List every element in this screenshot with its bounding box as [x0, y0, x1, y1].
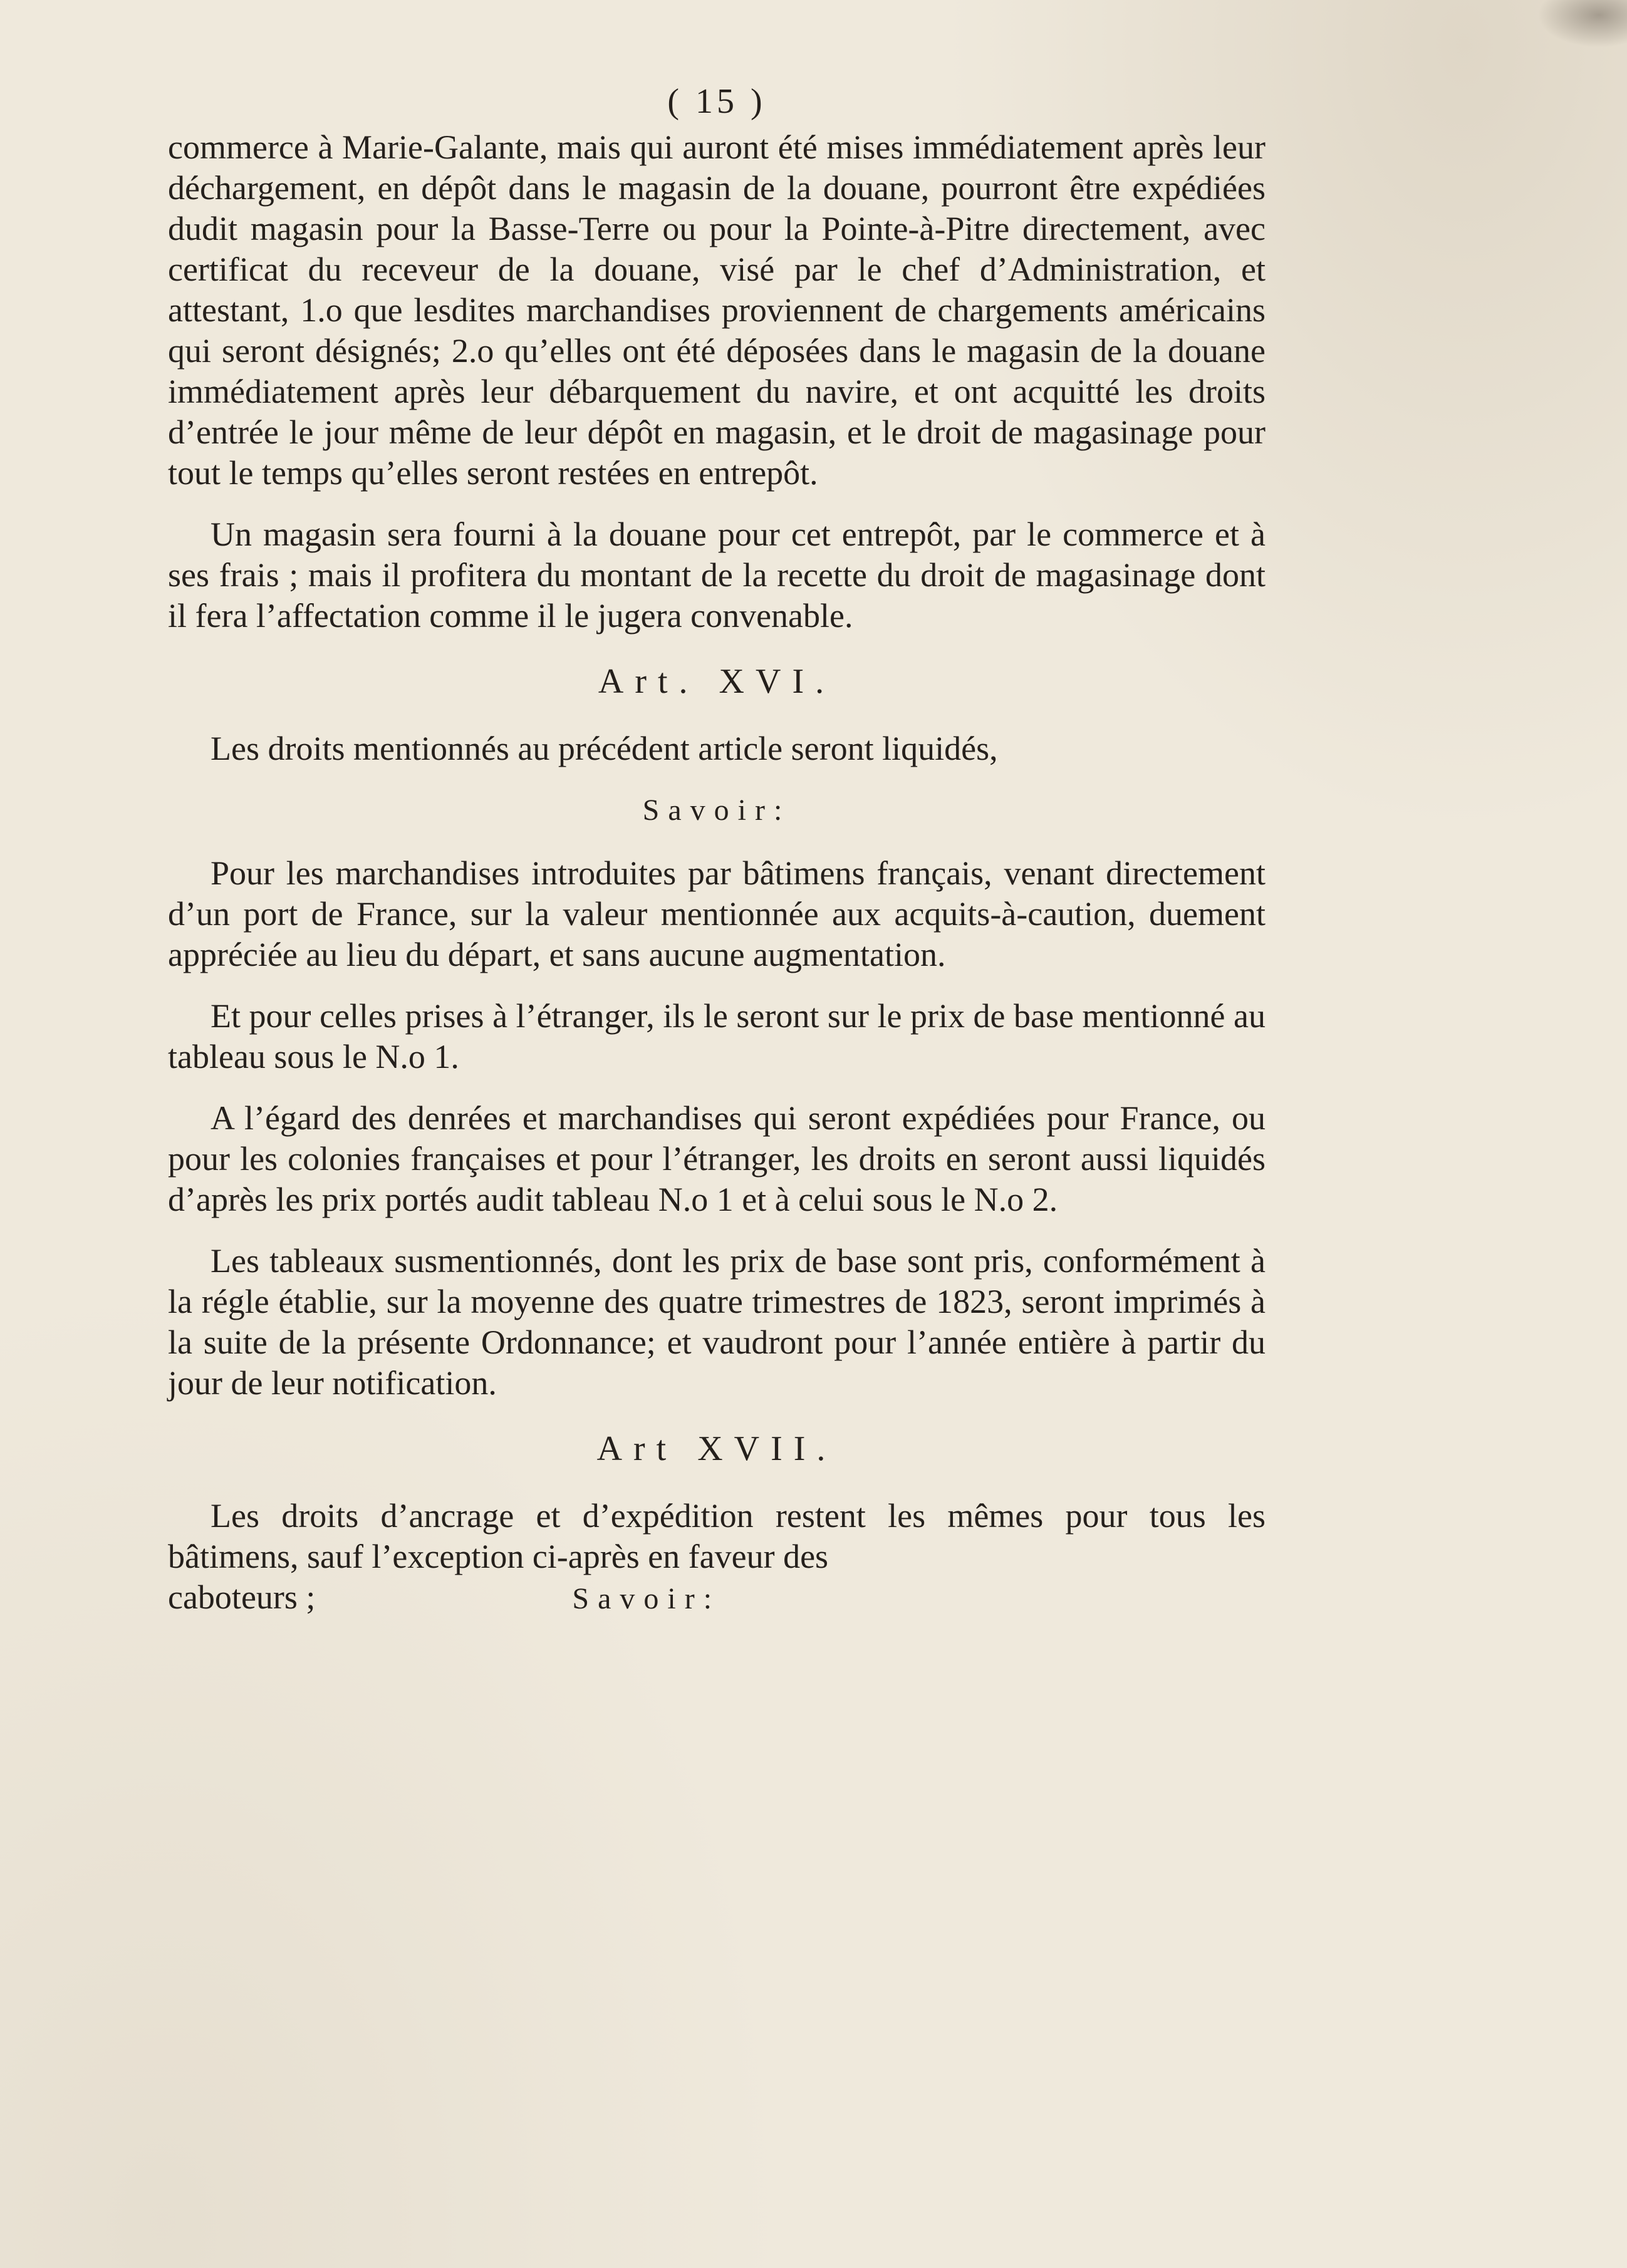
paragraph-continuation: commerce à Marie-Galante, mais qui auront été mises immédiatement après leur déchargement, en dépôt dans le magasin de la douane, pourront être expédiées dudit magasin pour la Basse-Terre ou pour la Pointe-à-Pitre directement, avec certificat du receveur de la douane, visé par le chef d’Administration, et attestant, 1.o que lesdites marchandises proviennent de chargements américains qui seront désignés; 2.o qu’elles ont été déposées dans le magasin de la douane immédiatement après leur débarquement du navire, et ont acquitté les droits d’entrée le jour même de leur dépôt en magasin, et le droit de magasinage pour tout le temps qu’elles seront restées en entrepôt. — [168, 128, 1266, 492]
page-text — [168, 81, 1266, 1619]
caboteurs-text: caboteurs ; — [168, 1578, 316, 1616]
paragraph-magasin: Un magasin sera fourni à la douane pour cet entrepôt, par le commerce et à ses frais ; mais il profitera du montant de la recette du droit de magasinage dont il fera l’affectation comme il le jugera convenable. — [168, 515, 1266, 634]
savoir-inline-heading: Savoir: — [572, 1582, 721, 1615]
corner-stain — [1533, 0, 1627, 50]
paragraph-denrees: A l’égard des denrées et marchandises qui seront expédiées pour France, ou pour les colonies françaises et pour l’étranger, les droits en seront aussi liquidés d’après les prix portés audit tableau N.o 1 et à celui sous le N.o 2. — [168, 1099, 1266, 1218]
paragraph-ancrage: Les droits d’ancrage et d’expédition restent les mêmes pour tous les bâtimens, sauf l’exception ci-après en faveur des — [168, 1497, 1266, 1575]
article-17-heading: Art XVII. — [596, 1429, 837, 1468]
article-16-heading: Art. XVI. — [598, 662, 836, 701]
closing-line — [168, 1577, 1266, 1619]
savoir-heading: Savoir: — [642, 794, 791, 827]
paragraph-droits-liquides: Les droits mentionnés au précédent article seront liquidés, — [211, 730, 998, 767]
paragraph-batimens-francais: Pour les marchandises introduites par bâtimens français, venant directement d’un port de France, sur la valeur mentionnée aux acquits-à-caution, duement appréciée au lieu du départ, et sans aucune augmentation. — [168, 854, 1266, 973]
paragraph-tableaux: Les tableaux susmentionnés, dont les prix de base sont pris, conformément à la régle établie, sur la moyenne des quatre trimestres de 1823, seront imprimés à la suite de la présente Ordonnance; et vaudront pour l’année entière à partir du jour de leur notification. — [168, 1242, 1266, 1402]
page-number: ( 15 ) — [667, 82, 766, 121]
paragraph-etranger: Et pour celles prises à l’étranger, ils le seront sur le prix de base mentionné au tableau sous le N.o 1. — [168, 997, 1266, 1075]
